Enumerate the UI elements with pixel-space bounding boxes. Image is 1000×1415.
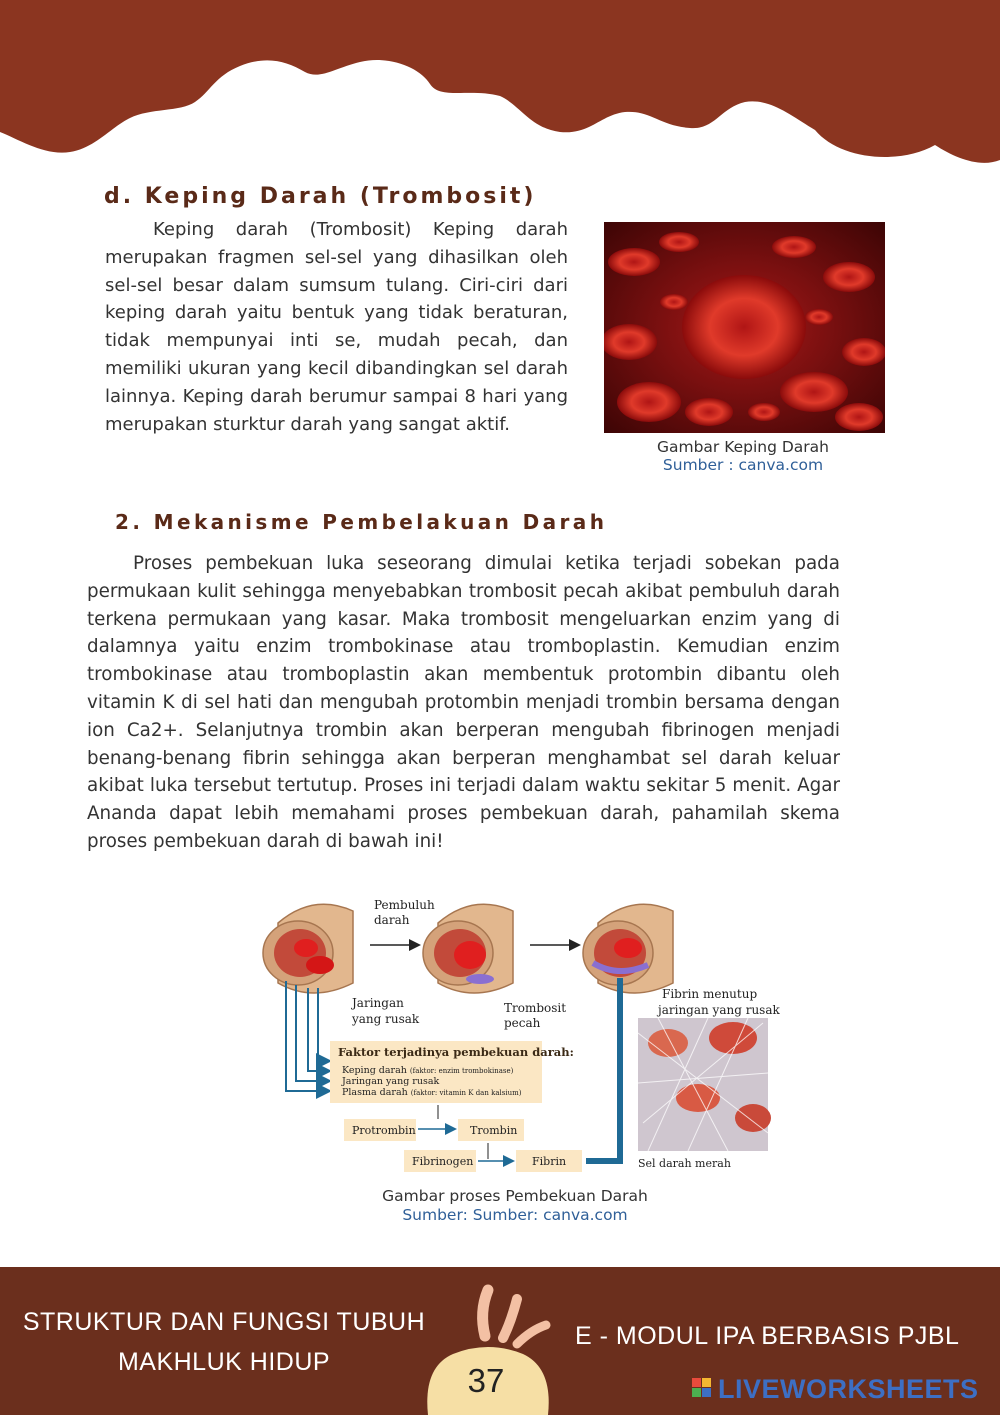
label-trombosit-line1: Trombosit [504, 1001, 567, 1015]
footer-title-line1: STRUKTUR DAN FUNGSI TUBUH [22, 1308, 426, 1336]
label-jaringan-line2: yang rusak [352, 1012, 420, 1026]
footer-title-line2: MAKHLUK HIDUP [117, 1348, 331, 1376]
caption-text: Gambar Keping Darah [656, 438, 830, 456]
liveworksheets-watermark: LIVEWORKSHEETS [718, 1374, 979, 1404]
blood-photo-caption [600, 438, 886, 474]
label-trombosit-line2: pecah [504, 1016, 541, 1030]
factor-3: Plasma darah (faktor: vitamin K dan kalsium) [342, 1087, 522, 1098]
section-d-title: d. Keping Darah (Trombosit) [104, 184, 537, 209]
label-protrombin: Protrombin [352, 1124, 416, 1137]
diagram-caption [330, 1187, 700, 1225]
factor-2: Jaringan yang rusak [342, 1076, 440, 1087]
caption-source: Sumber : canva.com [662, 456, 824, 474]
vessel-2 [423, 904, 513, 993]
label-fibrinogen: Fibrinogen [412, 1155, 474, 1168]
factor-1: Keping darah (faktor: enzim trombokinase) [342, 1065, 514, 1076]
diagram-caption-text: Gambar proses Pembekuan Darah [382, 1187, 648, 1205]
label-fibrin: Fibrin [532, 1155, 567, 1168]
label-trombin: Trombin [470, 1124, 518, 1137]
vessel-1 [263, 904, 353, 993]
label-sel-darah-merah: Sel darah merah [638, 1157, 731, 1170]
label-pembuluh-line1: Pembuluh [374, 898, 435, 912]
page-number: 37 [467, 1362, 505, 1399]
label-fibrin-line1: Fibrin menutup [662, 987, 758, 1001]
blood-clotting-diagram [258, 893, 780, 1178]
diagram-caption-source: Sumber: Sumber: canva.com [402, 1206, 628, 1224]
section-2-title: 2. Mekanisme Pembelakuan Darah [115, 510, 608, 534]
fibrin-micrograph [638, 1018, 771, 1151]
label-fibrin-line2: jaringan yang rusak [658, 1003, 780, 1017]
footer-book-title [10, 1302, 438, 1382]
factor-title: Faktor terjadinya pembekuan darah: [338, 1045, 574, 1059]
header-wave-decoration [0, 0, 1000, 170]
section-2-paragraph: Proses pembekuan luka seseorang dimulai ketika terjadi sobekan pada permukaan kulit sehingga menyebabkan trombosit pecah akibat pembuluh darah terkena permukaan yang kasar. Maka trombosit mengeluarkan enzim yang di dalamnya yaitu enzim trombokinase atau tromboplastin. Kemudian enzim trombokinase atau tromboplastin akan membentuk protombin dibantu oleh vitamin K di sel hati dan mengubah protombin menjadi trombin bersama dengan ion Ca2+. Selanjutnya trombin akan berperan mengubah fibrinogen menjadi benang-benang fibrin sehingga akan berperan menghambat sel darah keluar akibat luka tersebut tertutup. Proses ini terjadi dalam waktu sekitar 5 menit. Agar Ananda dapat lebih memahami proses pembekuan darah, pahamilah skema proses pembekuan darah di bawah ini! [87, 553, 840, 852]
label-jaringan-line1: Jaringan [352, 996, 404, 1010]
footer-module-title: E - MODUL IPA BERBASIS PJBL [575, 1322, 960, 1350]
section-d-paragraph: Keping darah (Trombosit) Keping darah merupakan fragmen sel-sel yang dihasilkan oleh sel-sel besar dalam sumsum tulang. Ciri-ciri dari keping darah yaitu bentuk yang tidak beraturan, tidak mempunyai inti se, mudah pecah, dan memiliki ukuran yang kecil dibandingkan sel darah lainnya. Keping darah berumur sampai 8 hari yang merupakan sturktur darah yang sangat aktif. [105, 219, 568, 435]
vessel-3 [583, 904, 673, 993]
label-pembuluh-line2: darah [374, 913, 410, 927]
blood-cells-photo [604, 222, 885, 433]
